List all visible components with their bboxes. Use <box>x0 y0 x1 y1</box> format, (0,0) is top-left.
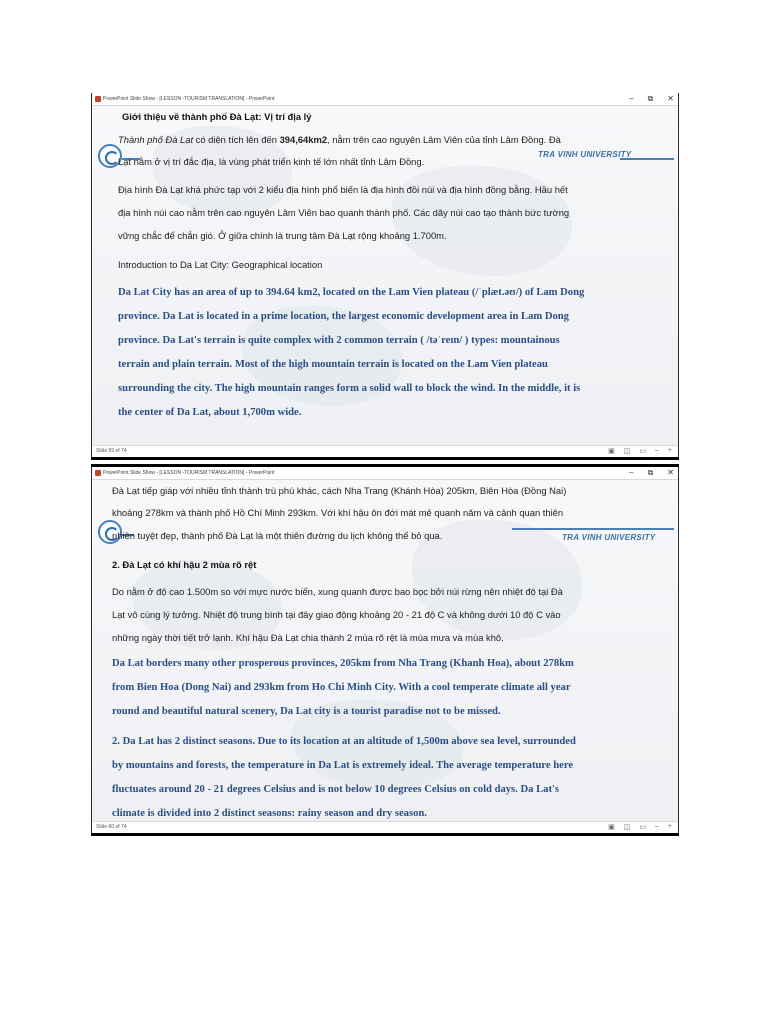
area-value: 394,64km2 <box>279 134 328 145</box>
slideshow-view-icon[interactable]: ▭ <box>639 824 646 831</box>
slide-heading: Giới thiệu về thành phố Đà Lạt: Vị trí địa lý <box>122 111 312 122</box>
reading-view-icon[interactable]: ◫ <box>623 448 631 455</box>
vn-paragraph-1-line-3: nhiên tuyệt đẹp, thành phố Đà Lạt là một thiên đường du lịch không thể bỏ qua. <box>112 530 443 541</box>
slide-59 <box>92 106 678 445</box>
normal-view-icon[interactable]: ▣ <box>608 824 615 831</box>
window-title: PowerPoint Slide Show - [LESSON -TOURISM TRANSLATION] - PowerPoint <box>103 96 275 102</box>
powerpoint-icon <box>95 96 101 102</box>
powerpoint-icon <box>95 470 101 476</box>
section-heading-2: 2. Đà Lạt có khí hậu 2 mùa rõ rệt <box>112 559 257 570</box>
minimize-button[interactable]: – <box>629 468 634 477</box>
en-paragraph-2-line-1: 2. Da Lat has 2 distinct seasons. Due to its location at an altitude of 1,500m above sea level, surrounded <box>112 736 576 747</box>
vn-paragraph-1-line-1: Đà Lạt tiếp giáp với nhiều tỉnh thành trù phú khác, cách Nha Trang (Khánh Hòa) 205km, Biên Hòa (Đồng Nai) <box>112 485 567 496</box>
restore-button[interactable]: ⧉ <box>647 94 654 103</box>
title-bar <box>92 467 678 480</box>
en-paragraph-1-line-1: Da Lat borders many other prosperous provinces, 205km from Nha Trang (Khanh Hoa), about 278km <box>112 658 574 669</box>
slide-60 <box>92 480 678 821</box>
window-controls <box>629 93 674 105</box>
slideshow-window-1 <box>91 93 679 457</box>
window-divider <box>91 833 679 836</box>
status-bar <box>92 821 678 833</box>
en-line-5: surrounding the city. The high mountain ranges form a solid wall to block the wind. In the middle, it is <box>118 383 581 394</box>
window-divider <box>91 457 679 460</box>
en-line-2: province. Da Lat is located in a prime location, the largest economic development area in Lam Dong <box>118 311 569 322</box>
en-paragraph-1-line-3: round and beautiful natural scenery, Da Lat city is a tourist paradise not to be missed. <box>112 706 501 717</box>
zoom-out-icon[interactable]: – <box>655 823 659 830</box>
zoom-out-icon[interactable]: – <box>655 447 659 454</box>
slideshow-window-2 <box>91 467 679 833</box>
vn-paragraph-1-line-2: khoảng 278km và thành phố Hồ Chí Minh 293km. Với khí hậu ôn đới mát mẻ quanh năm và cảnh quan thiên <box>112 507 564 518</box>
vn-paragraph-1-line-1: Thành phố Đà Lạt có diện tích lên đến 394,64km2, nằm trên cao nguyên Lâm Viên của tỉnh Lâm Đồng. Đà <box>118 134 561 145</box>
vn-paragraph-1-line-2: Lạt nằm ở vị trí đắc địa, là vùng phát triển kinh tế lớn nhất tỉnh Lâm Đồng. <box>118 156 425 167</box>
en-line-1: Da Lat City has an area of up to 394.64 km2, located on the Lam Vien plateau (/ˈplæt.əʊ/) of Lam Dong <box>118 287 585 298</box>
en-paragraph-2-line-2: by mountains and forests, the temperature in Da Lat is extremely ideal. The average temperature here <box>112 760 574 771</box>
slide-counter: Slide 59 of 74 <box>96 448 127 454</box>
title-bar <box>92 93 678 106</box>
window-title: PowerPoint Slide Show - [LESSON -TOURISM TRANSLATION] - PowerPoint <box>103 470 275 476</box>
zoom-in-icon[interactable]: + <box>667 447 672 454</box>
reading-view-icon[interactable]: ◫ <box>623 824 631 831</box>
english-intro-heading: Introduction to Da Lat City: Geographical location <box>118 259 323 270</box>
view-buttons <box>608 823 672 831</box>
restore-button[interactable]: ⧉ <box>647 468 654 477</box>
close-button[interactable]: ✕ <box>667 94 674 103</box>
vn-paragraph-2-line-3: những ngày thời tiết trở lạnh. Khí hậu Đà Lạt chia thành 2 mùa rõ rệt là mùa mưa và mùa khô. <box>112 632 504 643</box>
minimize-button[interactable]: – <box>629 94 634 103</box>
en-line-3: province. Da Lat's terrain is quite complex with 2 common terrain ( /təˈreɪn/ ) types: mountainous <box>118 335 560 346</box>
slide-counter: Slide 60 of 74 <box>96 824 127 830</box>
vn-paragraph-2-line-1: Do nằm ở độ cao 1.500m so với mực nước biển, xung quanh được bao bọc bởi núi rừng nên nhiệt độ tại Đà <box>112 586 563 597</box>
vn-paragraph-2-line-1: Địa hình Đà Lạt khá phức tạp với 2 kiểu địa hình phổ biến là địa hình đồi núi và địa hình đồng bằng. Hầu hết <box>118 184 568 195</box>
city-name: Thành phố Đà Lạt <box>118 134 194 145</box>
logo-line-right <box>512 528 674 530</box>
en-paragraph-2-line-4: climate is divided into 2 distinct seasons: rainy season and dry season. <box>112 808 427 819</box>
normal-view-icon[interactable]: ▣ <box>608 448 615 455</box>
vn-paragraph-2-line-2: địa hình núi cao nằm trên cao nguyên Lâm Viên bao quanh thành phố. Các dãy núi cao tạo thành bức tường <box>118 207 570 218</box>
view-buttons <box>608 447 672 455</box>
university-name: TRA VINH UNIVERSITY <box>562 533 656 542</box>
vn-paragraph-2-line-2: Lạt vô cùng lý tưởng. Nhiệt độ trung bình tại đây giao động khoảng 20 - 21 độ C và không dưới 10 độ C vào <box>112 609 561 620</box>
en-paragraph-2-line-3: fluctuates around 20 - 21 degrees Celsius and is not below 10 degrees Celsius on cold days. Da Lat's <box>112 784 560 795</box>
status-bar <box>92 445 678 457</box>
vn-paragraph-2-line-3: vững chắc để chắn gió. Ở giữa chính là trung tâm Đà Lạt rộng khoảng 1.700m. <box>118 230 447 241</box>
university-name: TRA VINH UNIVERSITY <box>538 150 632 159</box>
slideshow-view-icon[interactable]: ▭ <box>639 448 646 455</box>
window-controls <box>629 467 674 479</box>
zoom-in-icon[interactable]: + <box>667 823 672 830</box>
en-line-4: terrain and plain terrain. Most of the high mountain terrain is located on the Lam Vien plateau <box>118 359 548 370</box>
close-button[interactable]: ✕ <box>667 468 674 477</box>
en-paragraph-1-line-2: from Bien Hoa (Dong Nai) and 293km from Ho Chi Minh City. With a cool temperate climate all year <box>112 682 571 693</box>
en-line-6: the center of Da Lat, about 1,700m wide. <box>118 407 302 418</box>
